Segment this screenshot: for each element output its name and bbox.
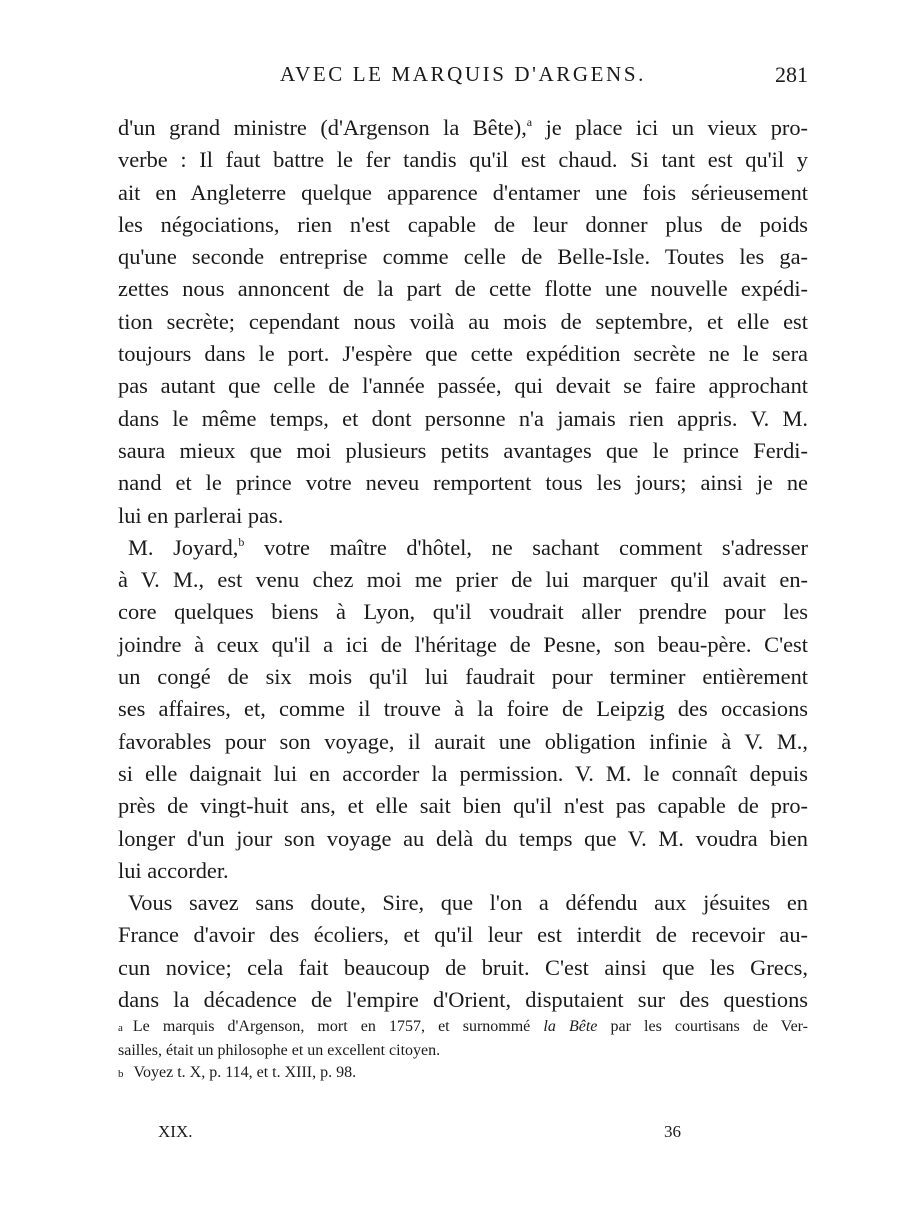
body-line [118,887,808,919]
body-line-text: core quelques biens à Lyon, qu'il voudrait aller prendre pour les [118,599,808,625]
running-title: AVEC LE MARQUIS D'ARGENS. [280,62,646,86]
page-header [118,62,808,102]
body-line [118,467,808,499]
body-text [118,112,808,1016]
footnote-a-line-2: sailles, était un philosophe et un excellent citoyen. [118,1041,441,1059]
body-line-text: zettes nous annoncent de la part de cette flotte une nouvelle expédi- [118,276,808,302]
body-line [118,338,808,370]
body-line [118,758,808,790]
body-line [118,661,808,693]
body-line [118,306,808,338]
body-line [118,209,808,241]
body-line-text: lui accorder. [118,857,229,883]
body-line-text: si elle daignait lui en accorder la permission. V. M. le connaît depuis [118,760,808,786]
body-line [118,177,808,209]
body-line [118,984,808,1016]
body-line [118,726,808,758]
footnote-reference: b [238,534,245,549]
body-line-text: ses affaires, et, comme il trouve à la foire de Leipzig des occasions [118,696,808,722]
page-number: 281 [775,62,808,87]
body-line-text: qu'une seconde entreprise comme celle de Belle-Isle. Toutes les ga- [118,244,808,270]
body-line [118,532,808,564]
body-line [118,144,808,176]
body-line-text-after: je place ici un vieux pro- [532,115,808,140]
body-line-text: verbe : Il faut battre le fer tandis qu'il est chaud. Si tant est qu'il y [118,147,808,173]
body-line-text: à V. M., est venu chez moi me prier de lui marquer qu'il avait en- [118,567,808,593]
body-line-text: les négociations, rien n'est capable de leur donner plus de poids [118,211,808,237]
body-line [118,435,808,467]
footnote-b-text: Voyez t. X, p. 114, et t. XIII, p. 98. [133,1064,357,1081]
sheet-number: 36 [664,1122,681,1141]
body-line-text-after: votre maître d'hôtel, ne sachant comment s'adresser [244,534,808,560]
body-line-text: un congé de six mois qu'il lui faudrait pour terminer entièrement [118,664,808,690]
body-line-text: longer d'un jour son voyage au delà du temps que V. M. voudra bien [118,825,808,851]
signature-mark: XIX. [158,1122,193,1141]
footnote-a-italic-term: la Bête [543,1018,598,1035]
body-line-text: joindre à ceux qu'il a ici de l'héritage de Pesne, son beau-père. C'est [118,631,808,657]
body-line-text: d'un grand ministre (d'Argenson la Bête), [118,115,527,140]
body-line [118,919,808,951]
body-line [118,952,808,984]
body-line-text: ait en Angleterre quelque apparence d'entamer une fois sérieusement [118,179,808,205]
body-line [118,370,808,402]
body-line-text: dans le même temps, et dont personne n'a jamais rien appris. V. M. [118,405,808,431]
footnote-a-text-after: par les courtisans de Ver- [597,1018,809,1035]
body-line-text: pas autant que celle de l'année passée, qui devait se faire approchant [118,373,808,399]
body-line [118,403,808,435]
body-line [118,790,808,822]
body-line-text: Vous savez sans doute, Sire, que l'on a défendu aux jésuites en [128,890,808,916]
body-line [118,629,808,661]
footnote-a-marker: a [118,1022,123,1034]
body-line [118,596,808,628]
footnotes [118,1016,808,1086]
footnote-a-line-1 [118,1016,808,1040]
body-line [118,500,808,532]
footnote-b-marker: b [118,1068,124,1080]
body-line-text: M. Joyard, [128,534,239,560]
body-line-text: lui en parlerai pas. [118,502,284,528]
footnote-a-text-before: Le marquis d'Argenson, mort en 1757, et surnommé [132,1018,544,1035]
body-line-text: cun novice; cela fait beaucoup de bruit. C'est ainsi que les Grecs, [118,954,808,980]
body-line [118,693,808,725]
body-line [118,241,808,273]
body-line [118,823,808,855]
body-line-text: France d'avoir des écoliers, et qu'il leur est interdit de recevoir au- [118,922,808,948]
body-line-text: près de vingt-huit ans, et elle sait bien qu'il n'est pas capable de pro- [118,793,808,819]
body-line-text: dans la décadence de l'empire d'Orient, disputaient sur des questions [118,987,808,1013]
body-line [118,855,808,887]
body-line-text: tion secrète; cependant nous voilà au mois de septembre, et elle est [118,308,808,334]
body-line-text: toujours dans le port. J'espère que cette expédition secrète ne le sera [118,341,808,367]
body-line-text: nand et le prince votre neveu remportent tous les jours; ainsi je ne [118,470,808,496]
footnote-reference: a [526,115,533,129]
body-line-text: saura mieux que moi plusieurs petits avantages que le prince Ferdi- [118,437,808,463]
body-line [118,564,808,596]
body-line-text: favorables pour son voyage, il aurait une obligation infinie à V. M., [118,728,808,754]
footnote-b [118,1062,808,1086]
body-line [118,273,808,305]
body-line [118,112,808,144]
